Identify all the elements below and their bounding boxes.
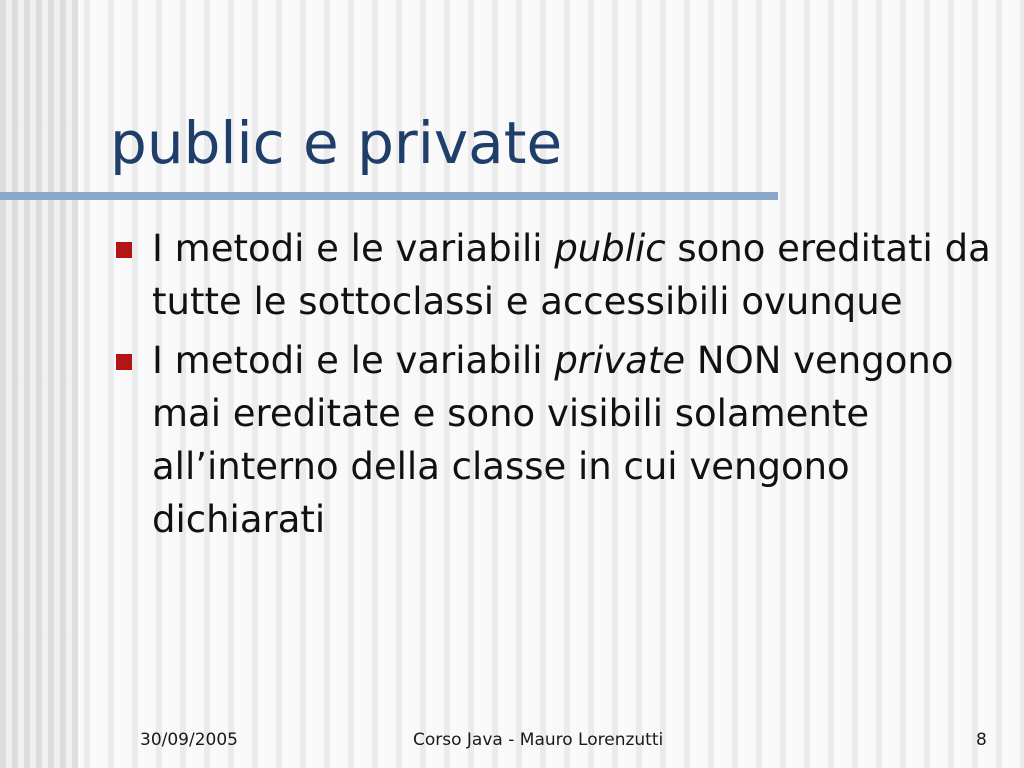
- bullet-item-public: [110, 222, 1000, 328]
- footer-page-number: 8: [976, 730, 987, 750]
- background-stripes: [0, 0, 78, 768]
- square-bullet-icon: [116, 242, 132, 258]
- square-bullet-icon: [116, 354, 132, 370]
- bullet-item-private: [110, 334, 1000, 546]
- bullet-text-emphasis: public: [554, 227, 666, 270]
- slide-title: public e private: [110, 109, 563, 177]
- title-underline: [0, 192, 778, 200]
- bullet-text-suffix: NON vengono mai ereditate e sono visibili solamente all’interno della classe in cui vengono dichiarati: [152, 339, 954, 541]
- footer-date: 30/09/2005: [140, 730, 238, 750]
- footer-course-title: Corso Java - Mauro Lorenzutti: [413, 730, 664, 750]
- bullet-text-emphasis: private: [554, 339, 686, 382]
- bullet-text-prefix: I metodi e le variabili: [152, 339, 555, 382]
- bullet-text-suffix: sono ereditati da tutte le sottoclassi e accessibili ovunque: [152, 227, 991, 323]
- bullet-text-prefix: I metodi e le variabili: [152, 227, 555, 270]
- bullet-list: [110, 222, 1000, 552]
